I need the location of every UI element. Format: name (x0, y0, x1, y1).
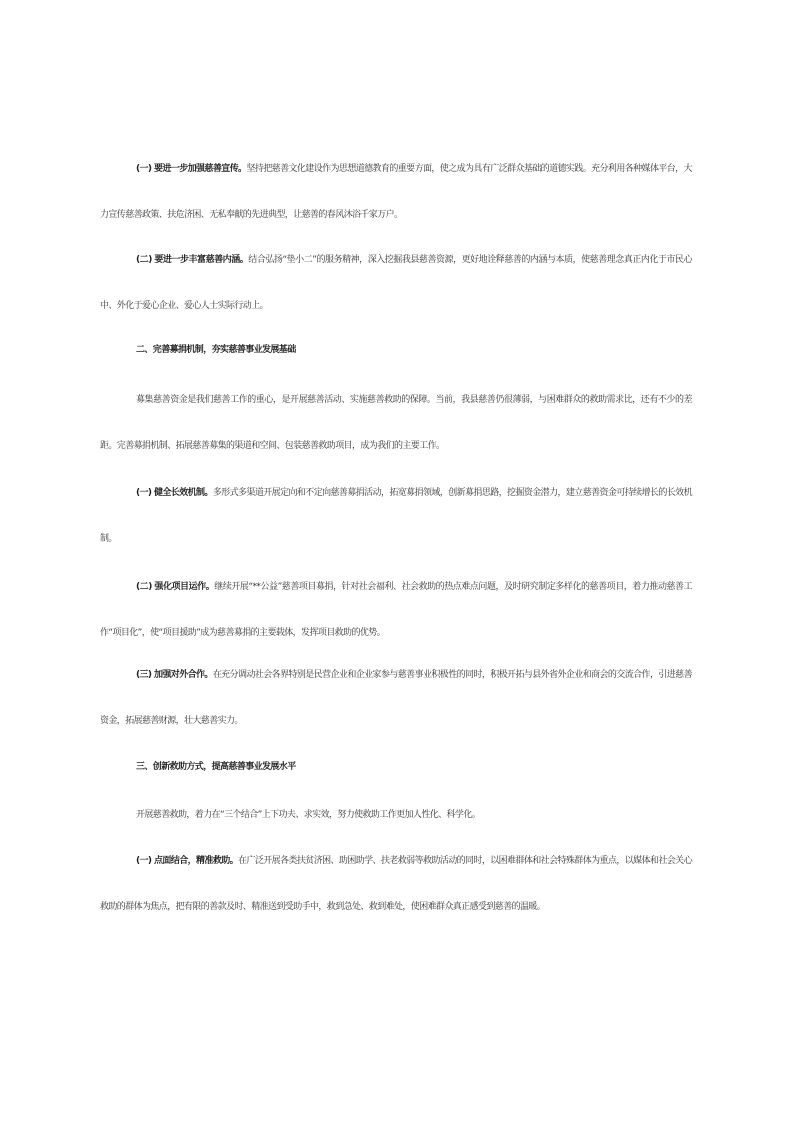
paragraph-4-lead: (一) 健全长效机制。 (136, 488, 213, 498)
paragraph-7-text: 开展慈善救助，着力在“三个结合”上下功夫、求实效，努力使救助工作更加人性化、科学化。 (136, 810, 481, 820)
paragraph-2-lead: (二) 要进一步丰富慈善内涵。 (136, 255, 249, 265)
paragraph-8-text: 在广泛开展各类扶贫济困、助困助学、扶老救弱等救助活动的同时，以困难群体和社会特殊群体为重点，以媒体和社会关心救助的群体为焦点，把有限的善款及时、精准送到受助手中，救到急处、救到难处，使困难群众真正感受到慈善的温暖。 (100, 856, 692, 912)
paragraph-1-lead: (一) 要进一步加强慈善宣传。 (136, 164, 247, 174)
paragraph-4-text: 多形式多渠道开展定向和不定向慈善募捐活动，拓宽募捐领域，创新募捐思路，挖掘资金潜力，建立慈善资金可持续增长的长效机制。 (100, 488, 692, 544)
paragraph-6 (100, 652, 692, 744)
section-heading-3: 三、创新救助方式，提高慈善事业发展水平 (136, 762, 296, 772)
paragraph-6-text: 在充分调动社会各界特别是民营企业和企业家参与慈善事业积极性的同时，积极开拓与县外省外企业和商会的交流合作，引进慈善资金，拓展慈善财源，壮大慈善实力。 (100, 670, 692, 726)
paragraph-5-lead: (二) 强化项目运作。 (136, 582, 215, 592)
paragraph-3 (100, 377, 692, 469)
paragraph-3-text: 募集慈善资金是我们慈善工作的重心，是开展慈善活动、实施慈善救助的保障。当前，我县慈善仍很薄弱，与困难群众的救助需求比，还有不少的差距。完善募捐机制、拓展慈善募集的渠道和空间、包装慈善救助项目，成为我们的主要工作。 (100, 395, 692, 451)
paragraph-5-text: 继续开展“**公益”慈善项目募捐，针对社会福利、社会救助的热点难点问题，及时研究制定多样化的慈善项目，着力推动慈善工作“项目化”，使“项目援助”成为慈善募捐的主要载体，发挥项目救助的优势。 (100, 582, 693, 638)
paragraph-7 (100, 792, 692, 838)
paragraph-2-text: 结合弘扬“垫小二”的服务精神，深入挖掘我县慈善资源，更好地诠释慈善的内涵与本质，使慈善理念真正内化于市民心中、外化于爱心企业、爱心人士实际行动上。 (100, 255, 692, 311)
paragraph-8 (100, 838, 692, 930)
paragraph-2 (100, 237, 692, 329)
paragraph-1-text: 坚持把慈善文化建设作为思想道德教育的重要方面，使之成为具有广泛群众基础的道德实践。充分利用各种媒体平台，大力宣传慈善政策、扶危济困、无私奉献的先进典型，让慈善的春风沐浴千家万户。 (100, 164, 692, 220)
paragraph-1 (100, 146, 692, 238)
paragraph-6-lead: (三) 加强对外合作。 (136, 670, 213, 680)
paragraph-8-lead: (一) 点面结合，精准救助。 (136, 856, 239, 866)
paragraph-5 (100, 564, 692, 656)
section-heading-2: 二、完善募捐机制，夯实慈善事业发展基础 (136, 345, 296, 355)
paragraph-4 (100, 470, 692, 562)
